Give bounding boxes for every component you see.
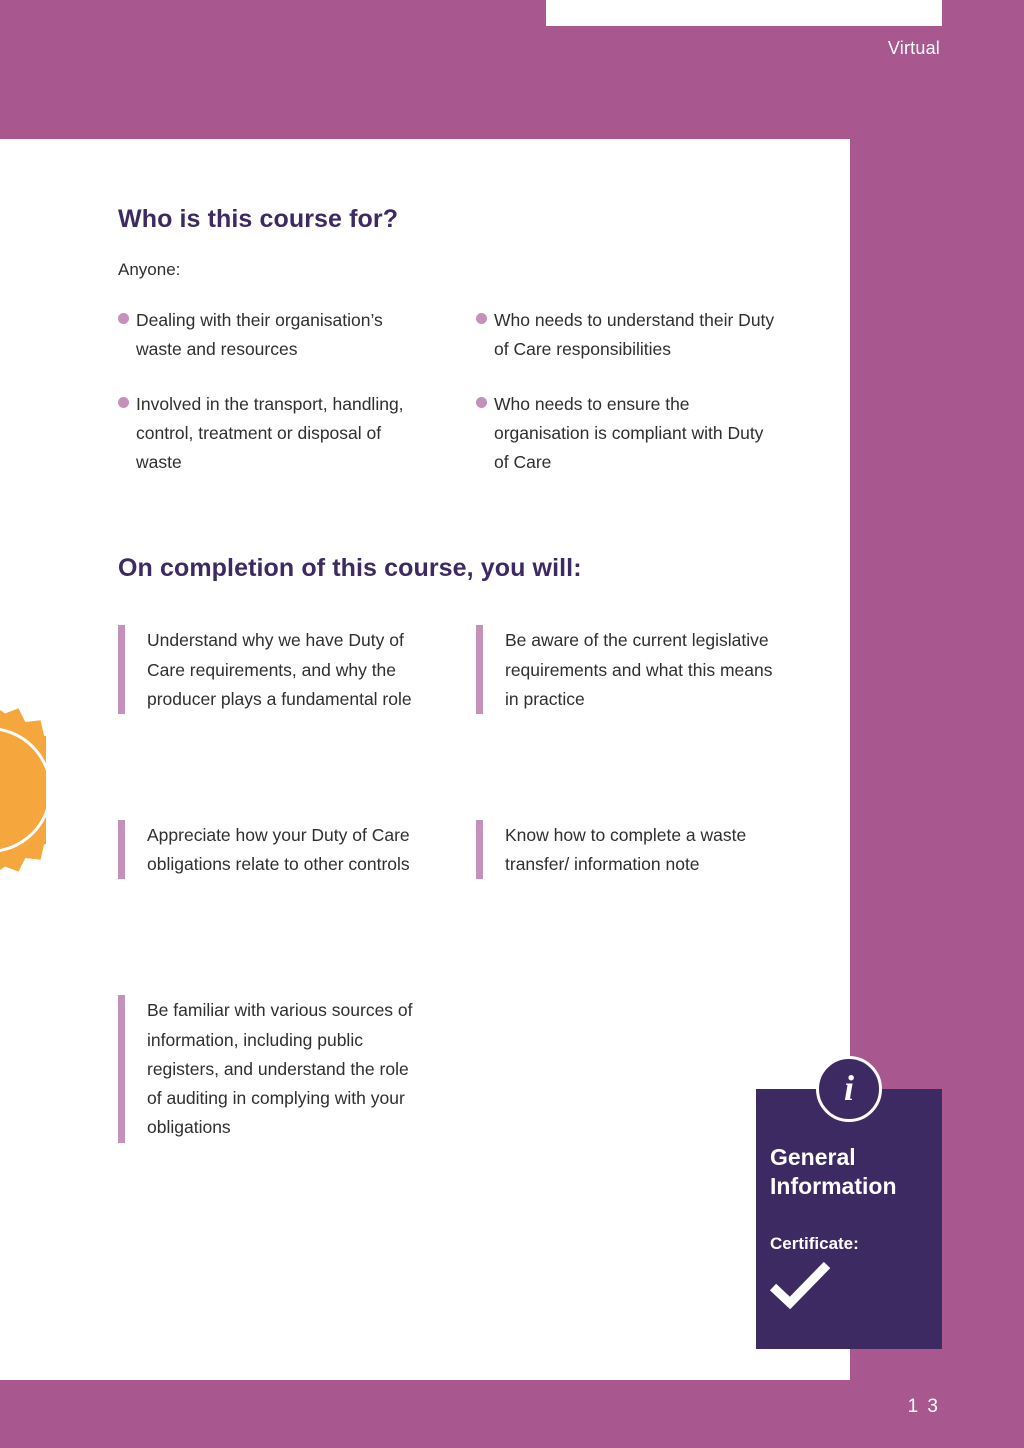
general-information-badge	[756, 1068, 942, 1349]
outcome-spacer	[476, 714, 778, 820]
list-item-label: Who needs to understand their Duty of Care responsibilities	[494, 310, 775, 359]
outcome-accent-bar	[118, 625, 125, 714]
outcome-item	[476, 820, 778, 879]
outcome-label: Understand why we have Duty of Care requirements, and why the producer plays a fundamental role	[147, 630, 412, 709]
outcome-label: Be aware of the current legislative requirements and what this means in practice	[505, 630, 773, 709]
list-item-label: Involved in the transport, handling, control, treatment or disposal of waste	[136, 393, 404, 472]
outcome-accent-bar	[476, 625, 483, 714]
check-mark-icon	[770, 1261, 830, 1311]
outcome-label: Know how to complete a waste transfer/ information note	[505, 825, 747, 875]
list-item-label: Dealing with their organisation’s waste and resources	[136, 310, 383, 359]
bullet-dot-icon	[118, 313, 129, 324]
outcomes-left-column	[118, 625, 420, 1142]
audience-columns	[118, 306, 778, 502]
certificate-label: Certificate:	[770, 1234, 859, 1253]
bullet-dot-icon	[476, 397, 487, 408]
audience-intro: Anyone:	[118, 260, 181, 279]
outcome-spacer	[118, 714, 420, 820]
bullet-dot-icon	[476, 313, 487, 324]
outcome-spacer	[118, 879, 420, 995]
outcome-item	[476, 625, 778, 714]
bullet-dot-icon	[118, 397, 129, 408]
section-spacer	[118, 502, 778, 554]
outcome-accent-bar	[476, 820, 483, 879]
outcome-item	[118, 995, 420, 1142]
outcomes-columns	[118, 625, 778, 1142]
list-item	[476, 306, 778, 364]
audience-right-column	[476, 306, 778, 502]
outcome-label: Appreciate how your Duty of Care obligations relate to other controls	[147, 825, 410, 875]
outcome-label: Be familiar with various sources of information, including public registers, and understand the role of auditing in complying with your obligations	[147, 1000, 413, 1138]
list-item	[476, 390, 778, 477]
outcome-item	[118, 625, 420, 714]
list-item-label: Who needs to ensure the organisation is compliant with Duty of Care	[494, 393, 764, 472]
page-content	[118, 205, 778, 1143]
outcomes-section-title: On completion of this course, you will:	[118, 554, 582, 583]
top-tab-decoration	[546, 0, 942, 26]
outcome-item	[118, 820, 420, 879]
info-icon	[816, 1056, 882, 1122]
page-number: 1 3	[907, 1396, 940, 1417]
list-item	[118, 390, 420, 477]
outcomes-right-column	[476, 625, 778, 1142]
badge-title: General Information	[770, 1144, 897, 1199]
audience-section-title: Who is this course for?	[118, 205, 399, 233]
outcome-accent-bar	[118, 820, 125, 879]
virtual-label: Virtual	[887, 38, 940, 58]
info-icon-glyph: i	[843, 1068, 854, 1108]
audience-left-column	[118, 306, 420, 502]
outcome-accent-bar	[118, 995, 125, 1142]
list-item	[118, 306, 420, 364]
